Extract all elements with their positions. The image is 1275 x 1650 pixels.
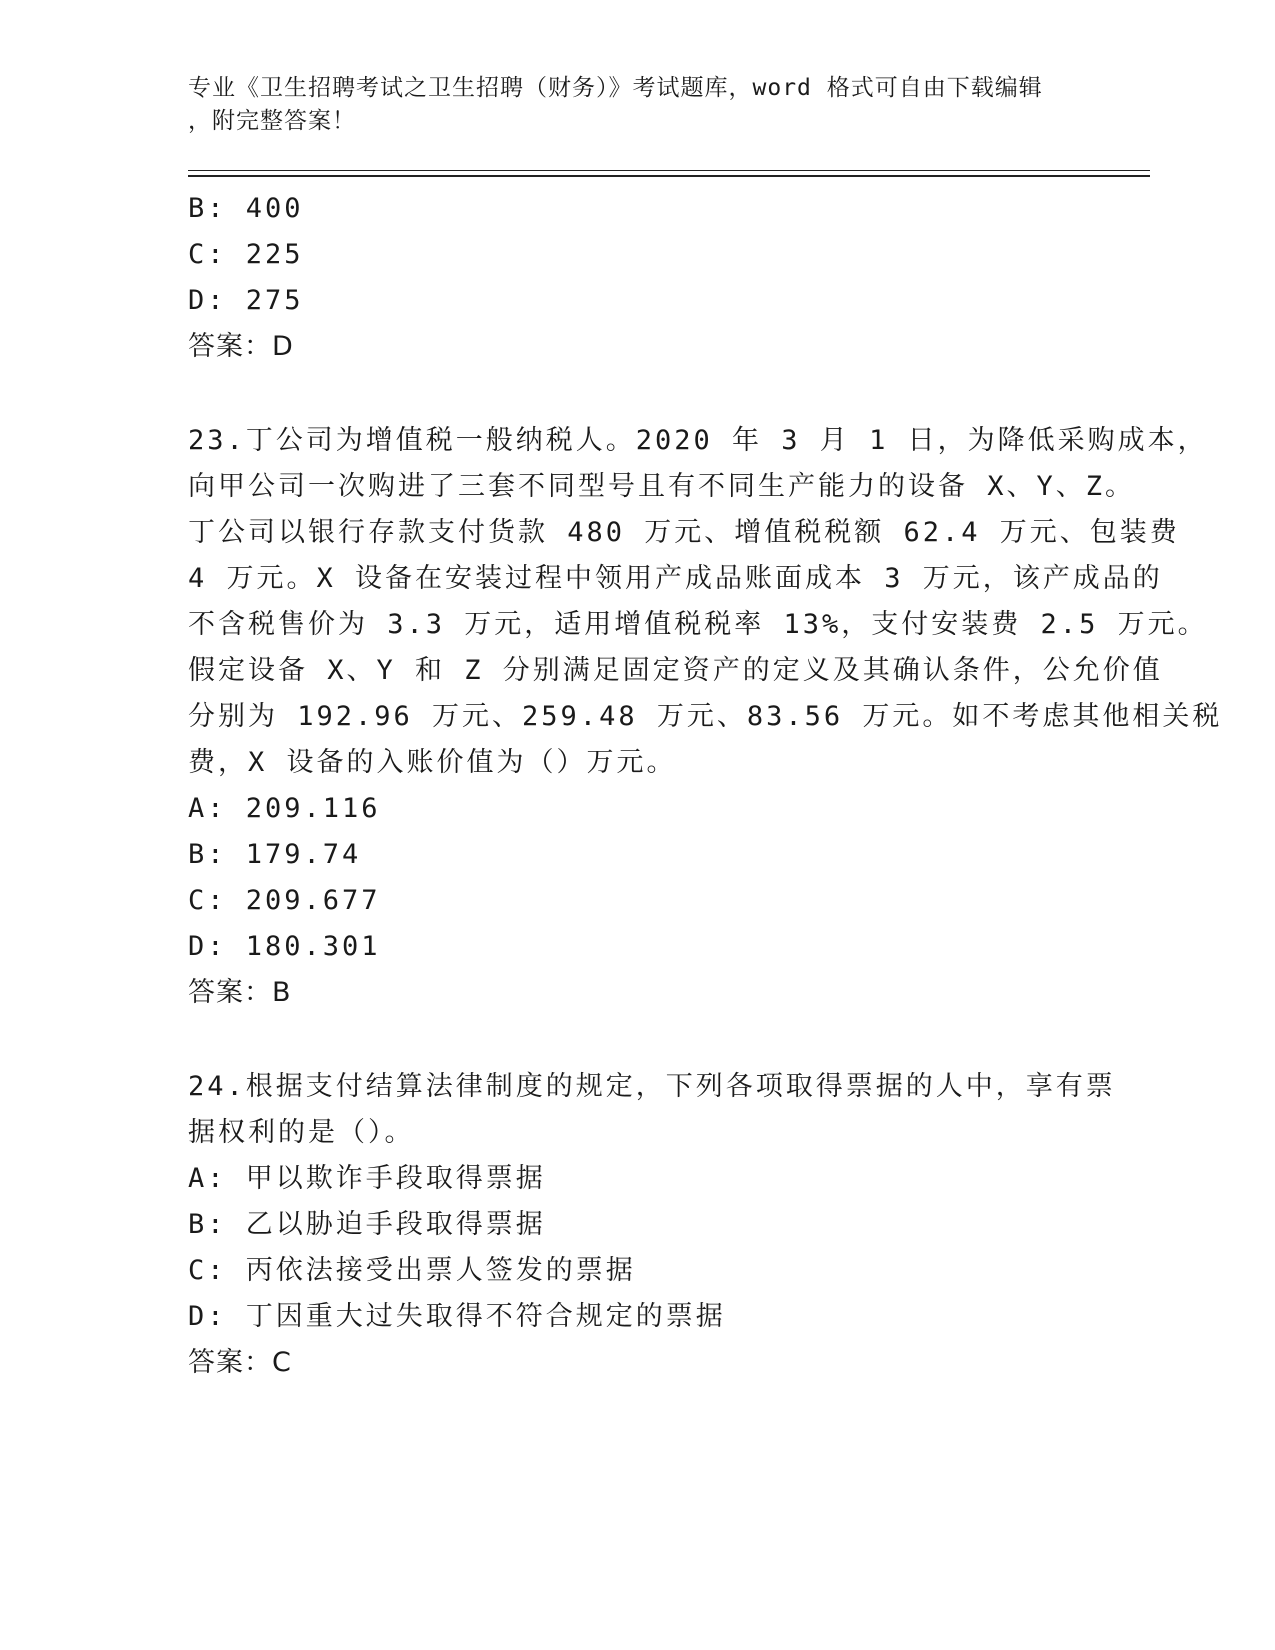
answer-line: 答案：C [188,1347,292,1378]
question-text-line: 费，X 设备的入账价值为（）万元。 [188,747,677,778]
option-b: B: 400 [188,193,304,224]
option-b: B: 179.74 [188,839,362,870]
option-d: D: 丁因重大过失取得不符合规定的票据 [188,1301,726,1332]
header-divider-thin [188,170,1150,171]
question-text-line: 不含税售价为 3.3 万元，适用增值税税率 13%，支付安装费 2.5 万元。 [188,609,1208,640]
title-line-1: 专业《卫生招聘考试之卫生招聘（财务）》考试题库，word 格式可自由下载编辑 [188,75,1043,101]
option-c: C: 225 [188,239,304,270]
option-c: C: 丙依法接受出票人签发的票据 [188,1255,636,1286]
answer-line: 答案：D [188,331,294,362]
title-line-2: ，附完整答案！ [188,108,356,134]
question-text-line: 23.丁公司为增值税一般纳税人。2020 年 3 月 1 日，为降低采购成本， [188,425,1208,456]
question-text-line: 向甲公司一次购进了三套不同型号且有不同生产能力的设备 X、Y、Z。 [188,471,1136,502]
question-text-line: 丁公司以银行存款支付货款 480 万元、增值税税额 62.4 万元、包装费 [188,517,1180,548]
question-text-line: 24.根据支付结算法律制度的规定，下列各项取得票据的人中，享有票 [188,1071,1116,1102]
header-divider-thick [188,175,1150,177]
document-title [188,72,1088,138]
option-c: C: 209.677 [188,885,381,916]
question-text-line: 据权利的是（）。 [188,1117,415,1148]
question-text-line: 4 万元。X 设备在安装过程中领用产成品账面成本 3 万元，该产成品的 [188,563,1163,594]
question-text-line: 假定设备 X、Y 和 Z 分别满足固定资产的定义及其确认条件，公允价值 [188,655,1163,686]
option-a: A: 甲以欺诈手段取得票据 [188,1163,546,1194]
option-b: B: 乙以胁迫手段取得票据 [188,1209,546,1240]
answer-line: 答案：B [188,977,292,1008]
option-d: D: 275 [188,285,304,316]
option-a: A: 209.116 [188,793,381,824]
question-text-line: 分别为 192.96 万元、259.48 万元、83.56 万元。如不考虑其他相关税 [188,701,1223,732]
option-d: D: 180.301 [188,931,381,962]
